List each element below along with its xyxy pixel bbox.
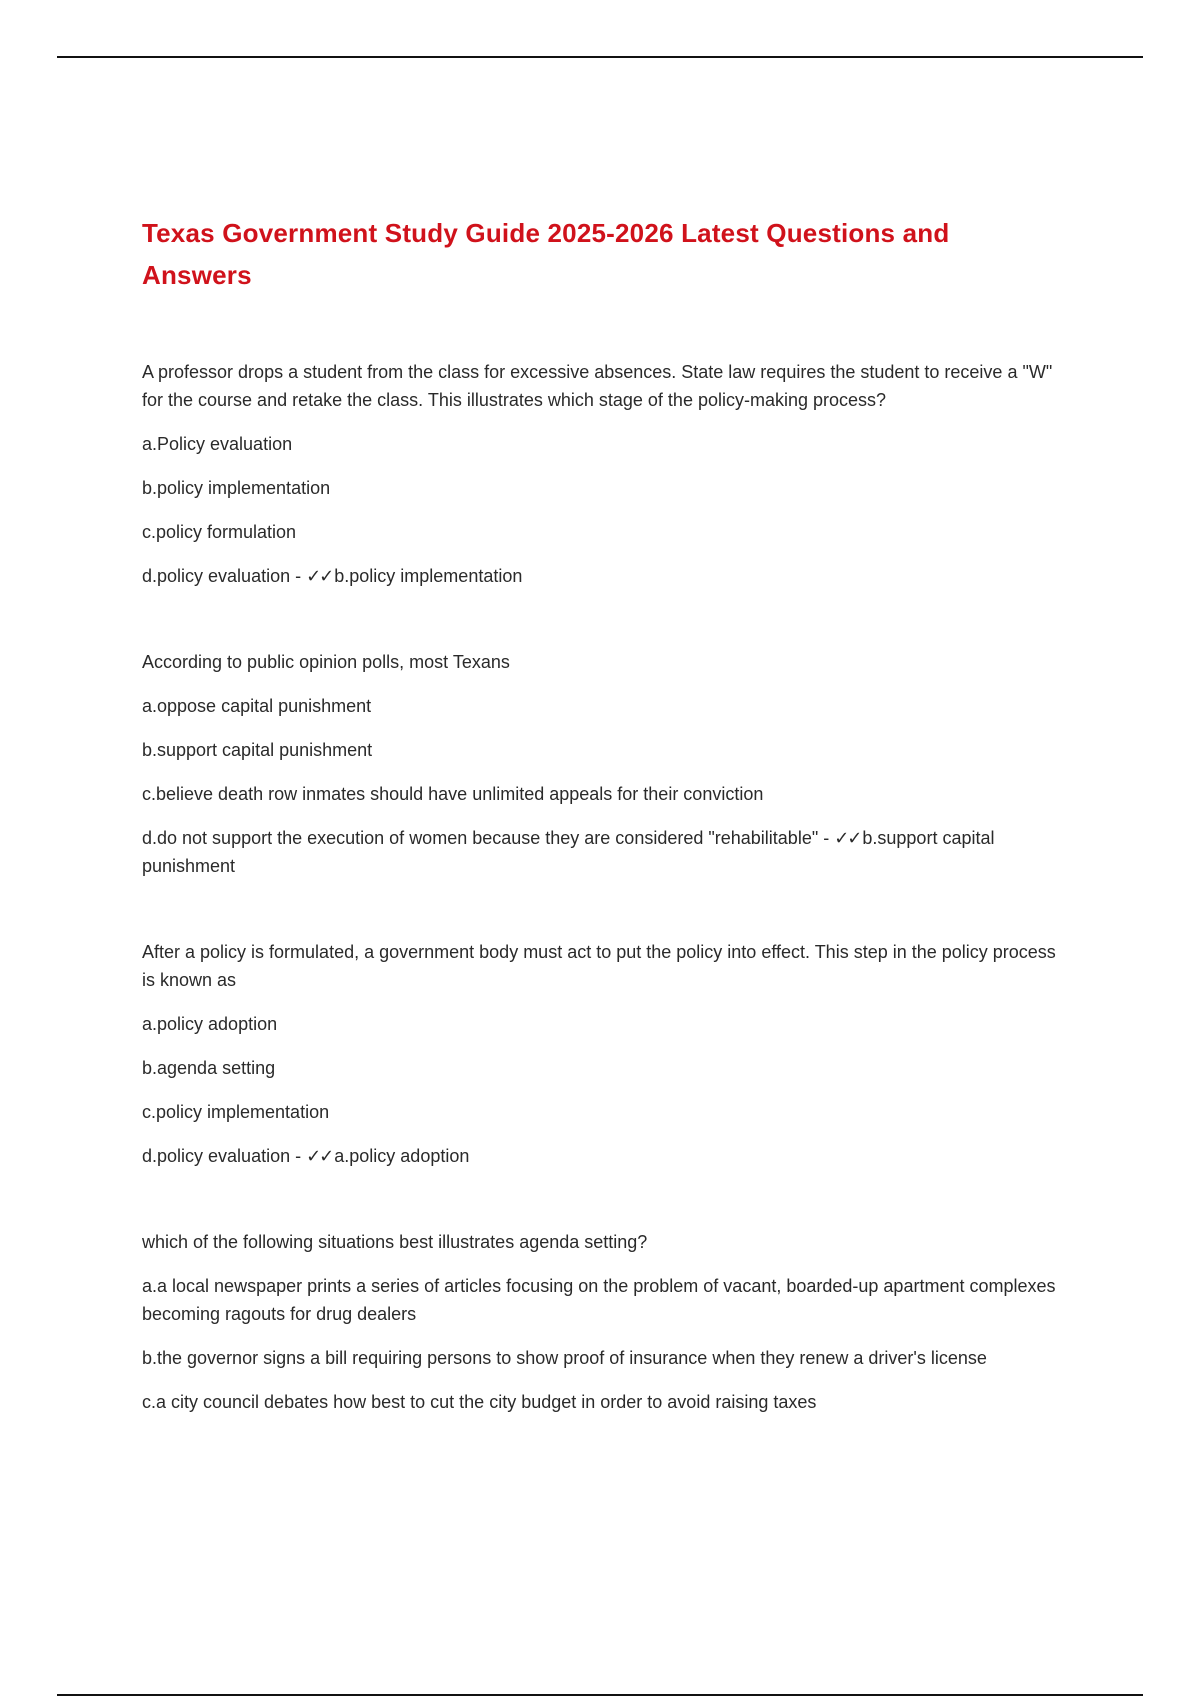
option-d-text: d.policy evaluation - (142, 566, 307, 586)
answer-option-c: c.believe death row inmates should have unlimited appeals for their conviction (142, 784, 764, 804)
checkmark-icon: ✓✓ (306, 1146, 333, 1166)
answer-option-c: c.policy formulation (142, 522, 297, 542)
answer-option-a: a.a local newspaper prints a series of articles focusing on the problem of vacant, boarded-up apartment complexes becoming ragouts for drug dealers (142, 1276, 1056, 1324)
question-block-4 (142, 1228, 1062, 1416)
option-d-text: d.do not support the execution of women because they are considered "rehabilitable" - (142, 828, 835, 848)
question-text: A professor drops a student from the class for excessive absences. State law requires the student to receive a "W" for the course and retake the class. This illustrates which stage of the policy-making process? (142, 362, 1053, 410)
answer-option-a: a.policy adoption (142, 1014, 278, 1034)
answer-option-b: b.support capital punishment (142, 740, 373, 760)
answer-option-c: c.policy implementation (142, 1102, 330, 1122)
answer-option-d (142, 1142, 1062, 1170)
correct-answer: a.policy adoption (334, 1146, 470, 1166)
answer-option-b: b.policy implementation (142, 478, 331, 498)
question-text: After a policy is formulated, a government body must act to put the policy into effect. This step in the policy process is known as (142, 942, 1056, 990)
question-list (142, 358, 1062, 1416)
footer-rule (57, 1694, 1143, 1696)
question-text: which of the following situations best illustrates agenda setting? (142, 1232, 648, 1252)
document-title: Texas Government Study Guide 2025-2026 Latest Questions and Answers (142, 218, 950, 290)
question-text: According to public opinion polls, most Texans (142, 652, 510, 672)
header-rule (57, 56, 1143, 58)
answer-option-a: a.Policy evaluation (142, 434, 293, 454)
answer-option-d (142, 824, 1062, 880)
answer-option-c: c.a city council debates how best to cut the city budget in order to avoid raising taxes (142, 1392, 817, 1412)
answer-option-b: b.agenda setting (142, 1058, 276, 1078)
question-block-2 (142, 648, 1062, 880)
question-block-1 (142, 358, 1062, 590)
correct-answer: b.support capital punishment (142, 828, 995, 876)
checkmark-icon: ✓✓ (834, 828, 861, 848)
answer-option-b: b.the governor signs a bill requiring persons to show proof of insurance when they renew a driver's license (142, 1348, 987, 1368)
answer-option-d (142, 562, 1062, 590)
document-body (142, 212, 1062, 1474)
checkmark-icon: ✓✓ (306, 566, 333, 586)
option-d-text: d.policy evaluation - (142, 1146, 307, 1166)
answer-option-a: a.oppose capital punishment (142, 696, 372, 716)
question-block-3 (142, 938, 1062, 1170)
correct-answer: b.policy implementation (334, 566, 523, 586)
